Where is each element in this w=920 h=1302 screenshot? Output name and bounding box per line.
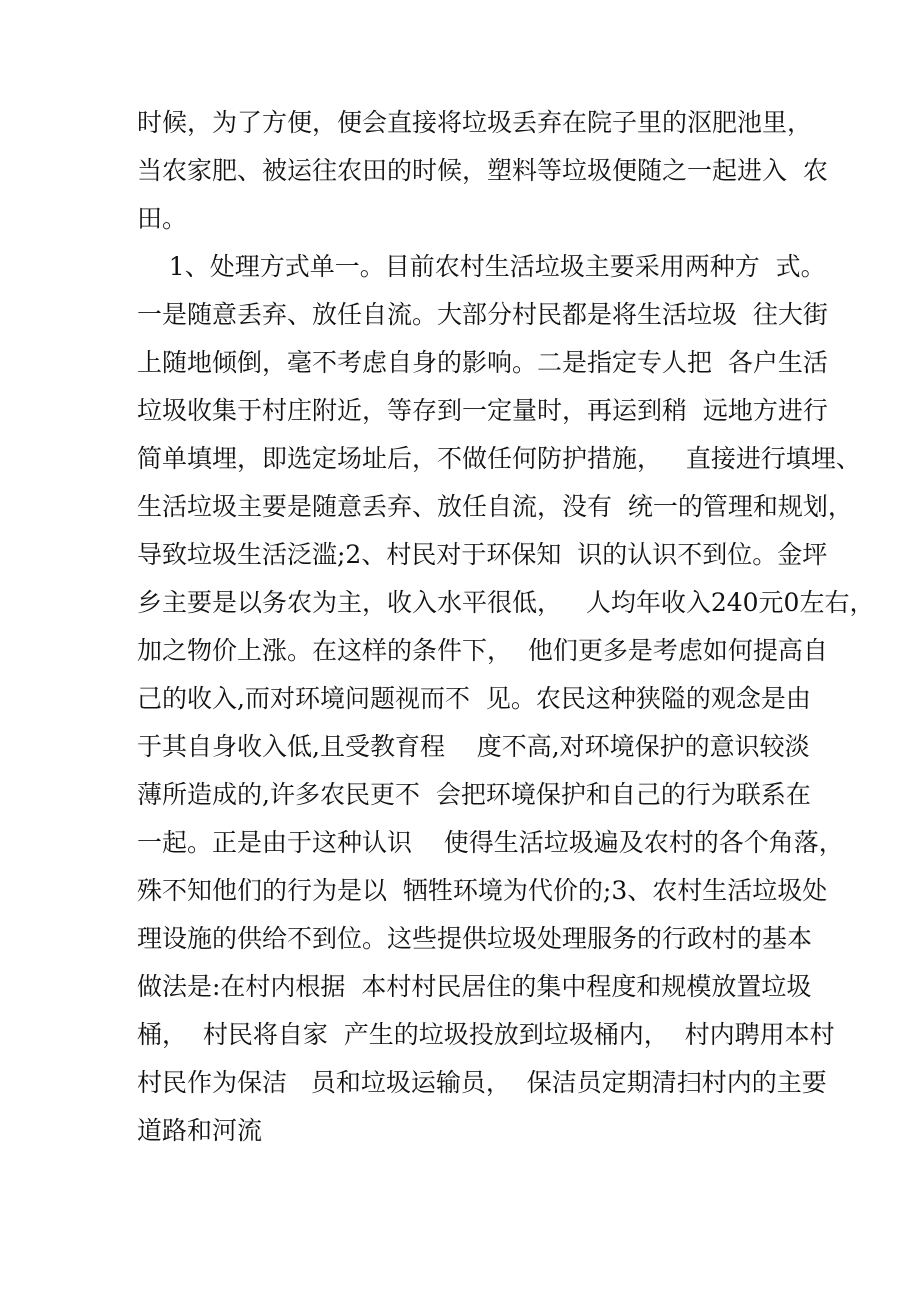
paragraph-line: 乡主要是以务农为主，收入水平很低， 人均年收入240元0左右， xyxy=(137,588,875,617)
paragraph-line: 做法是:在村内根据 本村村民居住的集中程度和规模放置垃圾 xyxy=(137,972,812,1001)
paragraph-line: 田。 xyxy=(137,204,188,233)
paragraph-line: 薄所造成的,许多农民更不 会把环境保护和自己的行为联系在 xyxy=(137,780,811,809)
paragraph-line: 垃圾收集于村庄附近，等存到一定量时，再运到稍 远地方进行 xyxy=(137,396,828,425)
paragraph-line: 殊不知他们的行为是以 牺牲环境为代价的;3、农村生活垃圾处 xyxy=(137,876,828,905)
paragraph-line: 道路和河流 xyxy=(137,1116,263,1145)
paragraph-line: 一起。正是由于这种认识 使得生活垃圾遍及农村的各个角落， xyxy=(137,828,844,857)
paragraph-line: 上随地倾倒，毫不考虑自身的影响。二是指定专人把 各户生活 xyxy=(137,348,828,377)
paragraph-line: 生活垃圾主要是随意丢弃、放任自流，没有 统一的管理和规划， xyxy=(137,492,853,521)
paragraph-line: 村民作为保洁 员和垃圾运输员， 保洁员定期清扫村内的主要 xyxy=(137,1068,827,1097)
paragraph-line: 己的收入,而对环境问题视而不 见。农民这种狭隘的观念是由 xyxy=(137,684,811,713)
paragraph-line: 桶， 村民将自家 产生的垃圾投放到垃圾桶内， 村内聘用本村 xyxy=(137,1020,835,1049)
paragraph-line: 理设施的供给不到位。这些提供垃圾处理服务的行政村的基本 xyxy=(137,924,813,953)
paragraph-line: 导致垃圾生活泛滥;2、村民对于环保知 识的认识不到位。金坪 xyxy=(137,540,828,569)
paragraph-line: 时候，为了方便，便会直接将垃圾丢弃在院子里的沤肥池里， xyxy=(137,108,813,137)
paragraph-line: 当农家肥、被运往农田的时候，塑料等垃圾便随之一起进入 农 xyxy=(137,156,828,185)
paragraph-line: 于其自身收入低,且受教育程 度不高,对环境保护的意识较淡 xyxy=(137,732,810,761)
paragraph-line: 加之物价上涨。在这样的条件下， 他们更多是考虑如何提高自 xyxy=(137,636,828,665)
paragraph-line: 一是随意丢弃、放任自流。大部分村民都是将生活垃圾 往大街 xyxy=(137,300,828,329)
paragraph-line: 简单填埋，即选定场址后，不做任何防护措施， 直接进行填埋、 xyxy=(137,444,861,473)
paragraph-line: 1、处理方式单一。目前农村生活垃圾主要采用两种方 式。 xyxy=(137,252,826,281)
